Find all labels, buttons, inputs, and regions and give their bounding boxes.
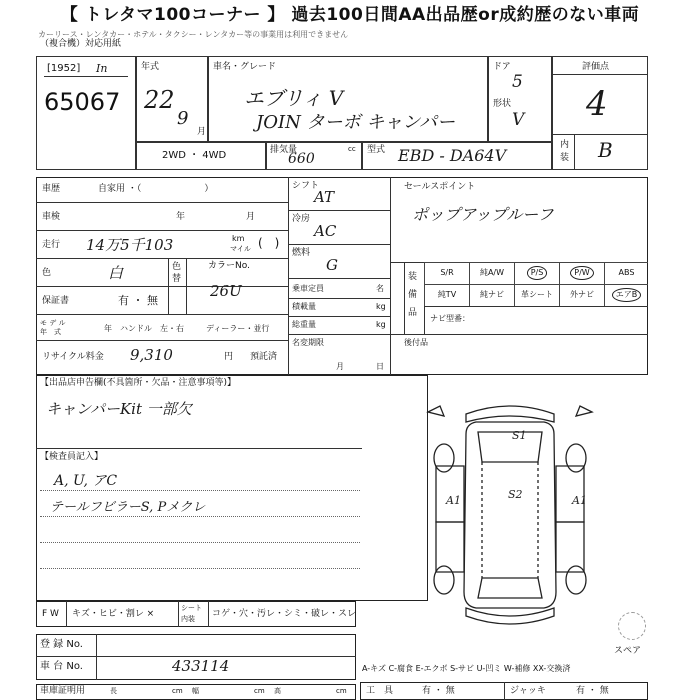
shape-value: V xyxy=(512,110,525,130)
recycle-status: 預託済 xyxy=(250,352,278,362)
name-change-month-unit: 月 xyxy=(336,362,344,371)
chassis-no-value: 433114 xyxy=(172,657,230,675)
inspection-year-unit: 年 xyxy=(176,212,186,222)
capacity-label: 乗車定員 xyxy=(292,284,324,293)
model-label: 車名・グレード xyxy=(213,62,277,72)
spare-tire-icon xyxy=(618,612,646,640)
color-no-value: 26U xyxy=(210,282,242,300)
cert-length-unit: cm xyxy=(172,687,183,695)
registration-no-label: 登 録 No. xyxy=(40,639,83,650)
shift-value: AT xyxy=(314,188,335,206)
inspector-note-1: A, U, アC xyxy=(54,473,118,489)
name-change-day-unit: 日 xyxy=(376,362,384,371)
year-month-unit: 月 xyxy=(197,127,207,137)
fuel-value: G xyxy=(326,256,338,274)
inspector-label: 【検査員記入】 xyxy=(40,452,104,462)
fw-label: F W xyxy=(42,609,59,619)
paper-type-label: （複合機）対応用紙 xyxy=(40,39,122,49)
fuel-label: 燃料 xyxy=(292,248,311,258)
equip-genuine-tv: 純TV xyxy=(424,284,469,306)
recycle-label: リサイクル料金 xyxy=(42,352,104,362)
equipment-label-2: 備 xyxy=(408,290,418,300)
model-grade: JOIN ターボ キャンパー xyxy=(256,112,456,133)
handle-text: ハンドル 左・右 xyxy=(120,324,184,333)
sales-point-label: セールスポイント xyxy=(404,182,476,192)
notice-line: カーリース・レンタカー・ホテル・タクシー・レンタカー等の事業用は利用できません xyxy=(38,30,349,39)
color-value: 白 xyxy=(108,264,124,282)
score-label: 評価点 xyxy=(582,62,610,72)
cert-width-label: 幅 xyxy=(192,687,199,695)
damage-diagram xyxy=(420,392,600,642)
recycle-unit: 円 xyxy=(224,352,234,362)
equip-abs: ABS xyxy=(604,262,648,284)
model-year-label-1: モ デ ル xyxy=(40,319,66,327)
cert-height-label: 高 xyxy=(274,687,281,695)
jack-label: ジャッキ xyxy=(510,686,546,696)
name-change-label: 名変期限 xyxy=(292,338,324,347)
dealer-text: ディーラー・並行 xyxy=(206,324,270,333)
model-year-unit: 年 xyxy=(104,324,112,333)
equip-power-steering: P/S xyxy=(514,262,559,284)
equipment-label-3: 品 xyxy=(408,308,418,318)
warranty-text: 有 ・ 無 xyxy=(118,294,158,307)
equip-power-window: P/W xyxy=(559,262,604,284)
interior-label-1: 内 xyxy=(560,140,570,150)
garage-cert-label: 車庫証明用 xyxy=(40,686,86,696)
seat-label-1: シート xyxy=(181,604,202,612)
inspection-month-unit: 月 xyxy=(246,212,256,222)
jack-text: 有 ・ 無 xyxy=(576,686,609,696)
color-change-label-2: 替 xyxy=(172,274,182,284)
color-no-label: カラーNo. xyxy=(208,261,250,271)
damage-legend: A-キズ C-腐食 E-エクボ S-サビ U-凹ミ W-補修 XX-交換済 xyxy=(362,664,571,673)
equip-airbag: エアB xyxy=(604,284,648,306)
aftermarket-label: 後付品 xyxy=(404,338,428,347)
year-label: 年式 xyxy=(141,62,160,72)
cert-height-unit: cm xyxy=(336,687,347,695)
warranty-label: 保証書 xyxy=(42,296,70,306)
tool-text: 有 ・ 無 xyxy=(422,686,455,696)
mileage-mile-label: マイル xyxy=(230,245,251,253)
seat-label-2: 内装 xyxy=(181,615,195,623)
ac-label: 冷房 xyxy=(292,214,311,224)
cert-width-unit: cm xyxy=(254,687,265,695)
equip-leather-seat: 革シート xyxy=(514,284,559,306)
mileage-value: 14万5千103 xyxy=(86,236,174,254)
interior-damage-text: コゲ・穴・汚レ・シミ・破レ・スレ xyxy=(212,609,357,619)
mileage-km-label: km xyxy=(232,234,245,243)
displacement-value: 660 xyxy=(288,151,315,167)
mileage-paren: ( ) xyxy=(258,236,280,250)
fw-damage-text: キズ・ヒビ・割レ × xyxy=(72,609,155,619)
diagram-mark-a1-left: A1 xyxy=(446,494,461,507)
load-label: 積載量 xyxy=(292,302,316,311)
recycle-value: 9,310 xyxy=(130,346,173,364)
seller-report-label: 【出品店申告欄(不具箇所・欠品・注意事項等)】 xyxy=(40,378,237,388)
mileage-label: 走行 xyxy=(42,240,61,250)
weight-unit: kg xyxy=(376,320,386,329)
lot-number: 65067 xyxy=(44,88,121,116)
equip-sunroof: S/R xyxy=(424,262,469,284)
door-value: 5 xyxy=(512,72,523,92)
seller-report-value: キャンパーKit 一部欠 xyxy=(46,400,192,418)
drive-type: 2WD ・ 4WD xyxy=(162,150,227,161)
door-label: ドア xyxy=(493,62,511,72)
sales-point-value: ポップアップルーフ xyxy=(412,205,554,224)
equip-genuine-navi: 純ナビ xyxy=(469,284,514,306)
displacement-unit: cc xyxy=(348,145,356,153)
weight-label: 総重量 xyxy=(292,320,316,329)
year-month-value: 9 xyxy=(177,108,189,129)
shift-label: シフト xyxy=(292,181,320,191)
chassis-no-label: 車 台 No. xyxy=(40,661,83,672)
diagram-mark-s1: S1 xyxy=(512,429,527,442)
equip-aftermarket-navi: 外ナビ xyxy=(559,284,604,306)
equipment-label-1: 装 xyxy=(408,272,418,282)
inspection-label: 車検 xyxy=(42,212,61,222)
lot-tag: [1952] xyxy=(47,63,81,74)
score-value: 4 xyxy=(586,84,608,124)
spare-label: スペア xyxy=(614,646,642,656)
year-value: 22 xyxy=(144,86,175,114)
banner-title: 【 トレタマ100コーナー 】 過去100日間AA出品歴or成約歴のない車両 xyxy=(0,0,700,30)
usage-text: 自家用 ・（ ） xyxy=(98,184,214,194)
navi-model-label: ナビ型番： xyxy=(430,314,470,323)
ac-value: AC xyxy=(314,222,337,240)
lot-suffix: In xyxy=(96,62,108,75)
cert-length-label: 長 xyxy=(110,687,117,695)
color-label: 色 xyxy=(42,268,52,278)
model-code-value: EBD - DA64V xyxy=(398,146,507,165)
diagram-mark-a1-right: A1 xyxy=(572,494,587,507)
tool-label: 工 具 xyxy=(366,686,394,696)
model-name: エブリィ V xyxy=(244,86,344,110)
load-unit: kg xyxy=(376,302,386,311)
diagram-mark-s2: S2 xyxy=(508,488,523,501)
inspector-note-2: テールフビラーS, Pメクレ xyxy=(50,500,206,515)
equip-genuine-aw: 純A/W xyxy=(469,262,514,284)
model-year-label-2: 年 式 xyxy=(40,328,61,336)
shape-label: 形状 xyxy=(493,99,512,109)
displacement-label: 排気量 xyxy=(270,145,298,155)
usage-label: 車歴 xyxy=(42,184,61,194)
interior-score-value: B xyxy=(598,138,613,162)
color-change-label-1: 色 xyxy=(172,262,182,272)
model-code-label: 型式 xyxy=(367,145,386,155)
interior-label-2: 装 xyxy=(560,153,570,163)
capacity-unit: 名 xyxy=(376,284,384,293)
